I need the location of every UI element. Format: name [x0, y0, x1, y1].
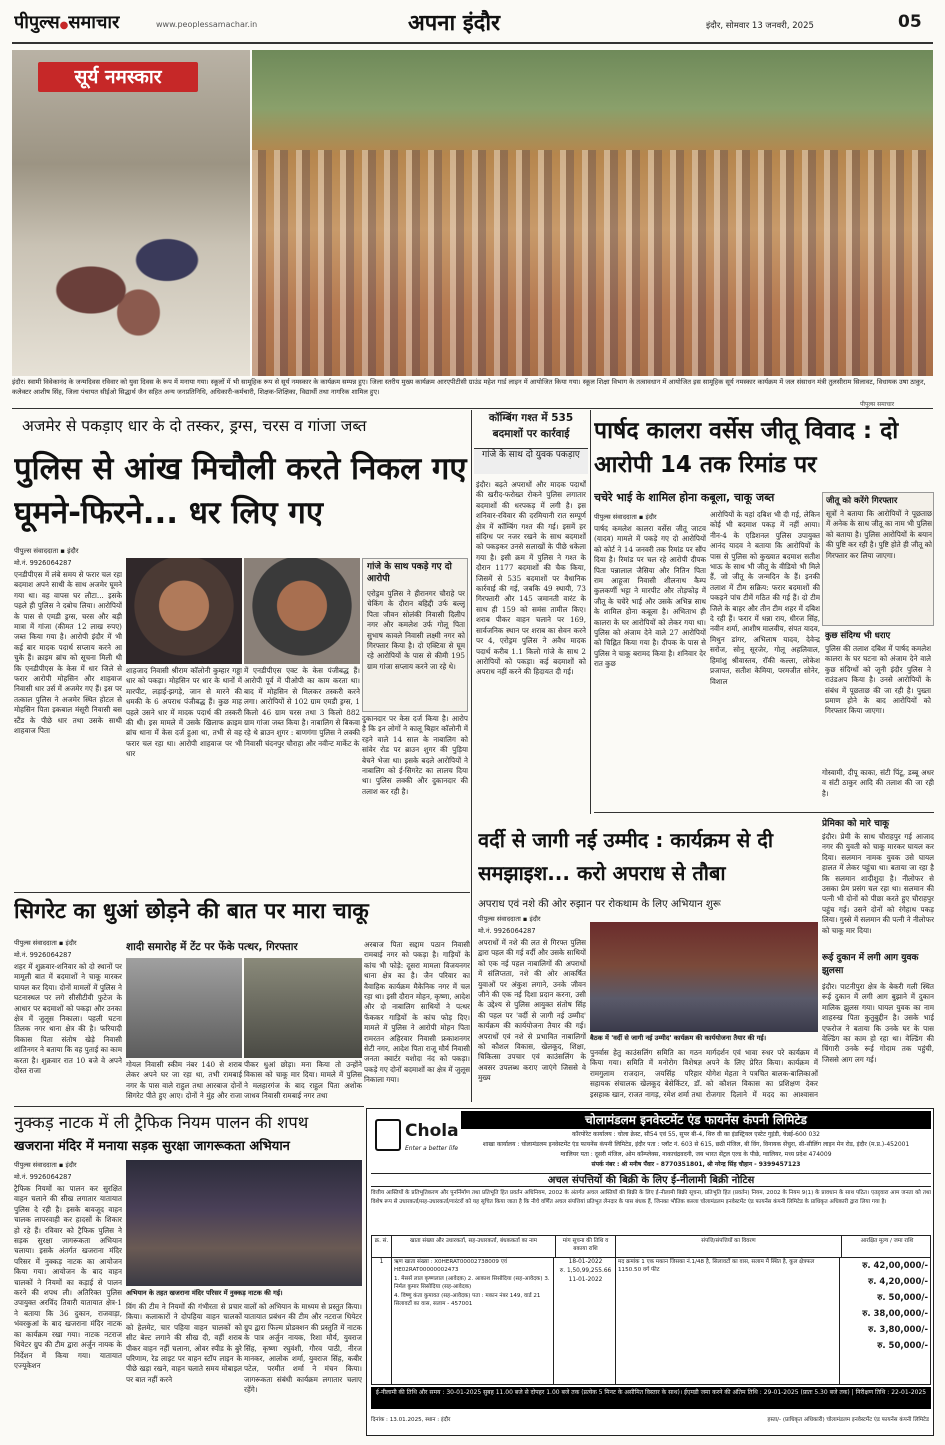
rule-vert-center	[471, 410, 472, 1102]
cigarette-col3: पीकर धुआं छोड़ा। मना किया तो उन्होंने विकास को चाकू मार दिया। मामले में पुलिस ने मलहारगंज के बाद राहुल पिता अशोक जाधव निवासी रामबाई नगर तथा	[244, 1060, 362, 1101]
logo-part1: पीपुल्स	[14, 12, 60, 33]
vardi-photo-caption: बैठक में 'वर्दी से जागी नई उम्मीद' कार्यक्रम की कार्ययोजना तैयार की गई।	[590, 1034, 767, 1042]
byline-city: इंदौर	[67, 547, 79, 555]
jeetu-title: जीतू को करेंगे गिरफ्तार	[826, 496, 898, 506]
chola-emblem-icon	[375, 1119, 401, 1151]
ganja-title: गांजे के साथ पकड़े गए दो आरोपी	[367, 562, 452, 584]
cigarette-col4: अरबाज पिता सद्दाम पठान निवासी रामबाई नगर को पकड़ा है। गाड़ियों के कांच भी फोड़े: दूसरा मामला विजयनगर थाना क्षेत्र का है। जैन परिवार का वैवाहिक कार्यक्रम मैकेनिक नगर में चल रहा था। इसी दौरान मोहन, कृष्णा, आदेश और दो नाबालिग साथियों ने पत्थर फेंककर गाड़ियों के कांच फोड़ दिए। मामले में पुलिस ने आरोपी मोहन पिता रामरतन अहिरवार निवासी फ्रकाशनगर सेटी नगर, आदेश पिता राजू मौर्य निवासी जनता क्वार्टर यशोदा नंद को पकड़ा। पकड़े गए दोनों बदमाशों का क्षेत्र में जुलूस निकाला गया।	[364, 940, 470, 1085]
dateline: इंदौर, सोमवार 13 जनवरी, 2025	[706, 21, 814, 31]
vardi-photo	[590, 922, 818, 1032]
rule-bottom-left	[14, 1106, 364, 1107]
cigarette-photo-2	[244, 958, 362, 1058]
th-date: मांग सूचना की तिथि व बकाया राशि	[556, 1236, 616, 1258]
byline-name: पीपुल्स संवाददाता	[594, 513, 637, 521]
chaku-title: प्रेमिका को मारे चाकू	[822, 819, 890, 829]
vardi-col2: पुनर्वास हेतु काउंसलिंग समिति का गठन किया गया। समिति में मनोरोग विशेषज्ञ रामगुलाम राजदान, जयसिंह परिहार सहायक संचालक खेलकूद बेसेकिंटर, डॉ. इसहाक खान, राजत नागड़, रमेश शर्मा तथा	[590, 1048, 702, 1099]
row-account: ऋण खाता संख्या : X0HERAT00002738009 एवं HE02RAT00000002473 1. मेसर्स लाल कृष्णलाल (आवेदक) 2. आकाश सिसोदिया (सह-आवेदक) 3. निर्मल कुमार सिसोदिया (सह-आवेदक) 4. विष्णु कंता कुमावत (सह-आवेदक) पता : मकान नंबर 149, वार्ड 21 सिलावटों का वास, सलाम - 457001	[394, 1258, 554, 1385]
ganja-text: एरोड्रम पुलिस ने हीरानगर चौराहे पर चेकिंग के दौरान बहिद्दी उर्फ बल्लू पिता जीवन सोलंकी निवासी दिलीप नगर और कमलेश उर्फ गोलू पिता सुभाष कावले निवासी लक्ष्मी नगर को गिरफ्तार किया है। दो एक्टिवा से घूम रहे आरोपियों के पास से कीमी 195 ग्राम गांजा सप्लाय करने जा रहे थे।	[367, 589, 465, 671]
photo-credit: पीपुल्स समाचार	[860, 401, 895, 408]
jeetu-text: सूत्रों ने बताया कि आरोपियों ने पूछताछ में अनेक के साथ जीतू का नाम भी पुलिस को बताया है। पुलिस आरोपियों के बयान की पुष्टि कर रही है। पुष्टि होते ही जीतू को गिरफ्तार कर लिया जाएगा।	[826, 509, 932, 560]
reserve-2: रु. 4,20,000/-	[868, 1277, 928, 1287]
students-crowd	[252, 150, 933, 376]
masthead	[0, 0, 945, 46]
rule-vert-right	[590, 410, 591, 814]
rule-mid-left	[14, 892, 470, 893]
police-col2: शाहजाद निवासी श्रीराम कॉलोनी कुम्हार गड्डा धार को पकड़ा। मोहसिन पर धार के थानों में मारपीट, लड़ाई-झगड़े, जान से मारने की धमकी के 6 अपराध पंजीबद्ध हैं। कुछ माह पहले उसने धार में मादक पदार्थ की तस्करी की थी। इस मामले में उसके खिलाफ क्राइम ब्रांच थाना में केस दर्ज हुआ था, तभी से वह फरार चल रहा था। आरोपी शाहवाज पर भी धार	[126, 666, 242, 759]
cigarette-headline: सिगरेट का धुआं छोड़ने की बात पर मारा चाकू	[14, 899, 369, 924]
chola-footer-bar	[371, 1387, 931, 1409]
paper-logo[interactable]	[14, 10, 154, 38]
nukkad-photo	[126, 1160, 362, 1286]
surya-label: सूर्य नमस्कार	[38, 62, 198, 92]
cigarette-byline: पीपुल्स संवाददाता ▪ इंदौर	[14, 939, 77, 947]
logo-dot-icon: ●	[59, 20, 69, 31]
byline-name: पीपुल्स संवाददाता	[14, 939, 57, 947]
cigarette-col1: शहर में शुक्रवार-शनिवार को दो स्थानों पर मामूली बात में बदमाशों ने चाकू मारकर घायल कर दिया। दोनों मामलों में पुलिस ने घटनास्थल पर लगे सीसीटीवी फुटेज के आधार पर बदमाशों को पकड़ा और उनका क्षेत्र में जुलूस निकाला। पहली घटना तिलक नगर थाना क्षेत्र की है। फरियादी विकास पिता संतोष खेड़े निवासी शांतिनगर ने बताया कि वह पुताई का काम करता है। शुक्रवार रात 10 बजे वे अपने दोस्त राजा	[14, 962, 122, 1076]
police-kicker: अजमेर से पकड़ाए धार के दो तस्कर, ड्रग्स, चरस व गांजा जब्त	[22, 417, 367, 435]
cigarette-mobile: मो.नं. 9926064287	[14, 951, 72, 959]
th-no: क्र. सं.	[372, 1236, 392, 1258]
sandigdh-box	[822, 628, 934, 764]
row-date: 18-01-2022 रु. 1,50,99,255.66 11-01-2022	[556, 1258, 616, 1385]
chola-brand: Chola	[405, 1121, 459, 1141]
vardi-col3: मार्गदर्शन एवं भावा रुधर परे कार्यक्रम में अपने के लिए प्रेरित किया। कार्यक्रम में योगेश मेहता ने पत्रचित बालक-बालिकाओं को कौशल विकास का प्रशिक्षण देकर रोजगार दिलाने में मदद का आश्वासन	[706, 1048, 818, 1099]
reserve-3: रु. 50,000/-	[877, 1293, 928, 1303]
chaku-text: इंदौर। प्रेमी के साथ चौराहपुर गई आजाद नगर की युवती को चाकू मारकर घायल कर दिया। सलमान नामक युवक उसे घायल हालत में लेकर पहुंचा था। बताया जा रहा है कि सलमान शादीशुदा है। नीलोफर से उसका प्रेम प्रसंग चल रहा था। सलमान की पत्नी भी दोनों को पीछा करते हुए चौराहपुर पहुंच गई। उसने दोनों को रंगेहाथ पकड़ लिया। गुस्से में सलमान की पत्नी ने नीलोफर को चाकू मार दिया।	[822, 832, 934, 935]
byline-city: इंदौर	[65, 1161, 77, 1169]
chola-place: दिनांक : 13.01.2025, स्थान : इंदौर	[371, 1417, 451, 1423]
site-url[interactable]: www.peoplessamachar.in	[156, 20, 258, 29]
reserve-5: रु. 3,80,000/-	[868, 1325, 928, 1335]
chola-gwalior: ग्वालियर पता : दूसरी मंजिल, ओम कॉम्प्लेक्स, नाकाचंद्रवदनी, जय भारत सेंट्रल एल्ड के पीछे, ग्वालियर, मध्य प्रदेश 474009	[560, 1151, 832, 1158]
row-no: 1	[372, 1258, 392, 1385]
people-silhouettes	[34, 200, 224, 350]
parshad-col1: पार्षद कमलेश कालरा वर्सेस जीतू जाटव (यादव) मामले में पकड़े गए दो आरोपियों को कोर्ट ने 14 जनवरी तक रिमांड पर सौंप दिया है। रिमांड पर चल रहे आरोपी दीपक पिता पन्नालाल जैसिया और नितिन पिता राम आहूजा निवासी शीलनाथ कैम्प कुलकर्णी भट्टा ने मारपीट और तोड़फोड़ में जीतू के चचेरे भाई और उसके अभिन्न साथ के शामिल होना कबूला है। अभिताभ ही कालरा के घर आरोपियों को लेकर गया था। पुलिस को अंजाम देने वाले 27 आरोपियों को चिह्नित किया गया है। दीपक के पास से पुलिस ने चाकू बरामद किया है। शनिवार देर रात कुछ	[594, 524, 706, 669]
cigarette-sub: शादी समारोह में टेंट पर फेंके पत्थर, गिरफ्तार	[126, 941, 298, 953]
vardi-sub: अपराध एवं नशे की ओर रुझान पर रोकथाम के लिए अभियान शुरू	[478, 899, 721, 910]
ganja-box	[362, 558, 468, 712]
nukkad-col2: विंग की टीम ने नियमों की गंभीरता से प्रचार किया। कलाकारों ने दोपहिया वाहन चालकों को हेलमेट, चार पहिया वाहन चालकों को सीट बेल्ट लगाने की सीख दी, वहीं शराब पीकर वाहन नहीं चलाना, ओवर स्पीड के बुरे परिणाम, रेड लाइट पर वाहन स्टॉप लाइन के पीछे खड़ा रखने, वाहन चलाते समय मोबाइल पर बात नहीं करने	[126, 1302, 242, 1384]
parshad-byline: पीपुल्स संवाददाता ▪ इंदौर	[594, 513, 657, 521]
nukkad-photo-caption: अभियान के तहत खजराना मंदिर परिसर में नुक्कड़ नाटक की गई।	[126, 1289, 283, 1297]
rule-mid-right	[594, 812, 934, 813]
cigarette-col2: गोयल निवासी स्कीम नंबर 140 से शराब लेकर अपने घर जा रहा था, तभी रामबाई नगर के पास वाले राहुल तथा आरबाज दोनों सिगरेट पीते हुए आए। दोनों ने मुंह और राजा	[126, 1060, 242, 1101]
row-property: मद क्रमांक 1 एक मकान जिसका नं.1/48 है, सिलावटों का वास, सलाम में स्थित है, कुल क्षेत्रफल 1150.50 वर्ग फीट	[618, 1258, 840, 1385]
parshad-sub: चचेरे भाई के शामिल होना कबूला, चाकू जब्त	[594, 491, 775, 504]
nukkad-headline: नुक्कड़ नाटक में ली ट्रैफिक नियम पालन की शपथ	[14, 1113, 309, 1132]
chola-table	[371, 1235, 931, 1385]
masthead-divider	[12, 42, 933, 44]
reserve-4: रु. 38,00,000/-	[862, 1309, 928, 1319]
police-col4: दुकानदार पर केस दर्ज किया है। आरोप है कि इन लोगों ने कालू बिहार कॉलोनी में रहने वाले 14 साल के नाबालिग को सांवेर रोड पर ब्राउन शुगर की पुड़िया बेचने भेजा था। इसके बदले आरोपियों ने नाबालिग को ई-सिगरेट का लालच दिया था। पुलिस लक्की और दुकानदार की तलाश कर रही है।	[362, 714, 468, 796]
byline-city: इंदौर	[65, 939, 77, 947]
police-col1: एनडीपीएस में लंबे समय से फरार चल रहा बदमाश अपने साथी के साथ अजमेर घूमने गया था। वह वापस घर लौटा... इसके पहले ही पुलिस ने दबोच लिया। आरोपियों के पास से एमडी ड्रग्स, चरस और बड़ी मात्रा में गांजा (कीमत 12 लाख रुपए) जब्त किया गया है। आरोपी इंदौर में भी कई बार मादक पदार्थ सप्लाय करने आ चुके हैं। क्राइम ब्रांच को सूचना मिली थी कि एनडीपीएस के केस में धार जिले से फरार आरोपी मोहसिन और शाहवाज निवासी धार उर्स में अजमेर गए हैं। इस पर तत्काल पुलिस ने अजमेर स्थित होटल से मोहसिन पिता इकबाल मंसूरी निवासी बस स्टैंड के पीछे धार तथा उसके साथी शाहवाज पिता	[14, 570, 122, 736]
vardi-byline: पीपुल्स संवाददाता ▪ इंदौर	[478, 915, 541, 923]
rule-top-band	[12, 408, 933, 409]
police-col3: में एनडीपीएस एक्ट के केस पंजीबद्ध हैं। आरोपी पूर्व में पीओपी का काम करता था। बाद में मोहसिन से मिलकर तस्करी करने लगा। आरोपियों से 102 ग्राम एमडी ड्रग्स, 1 किलो 46 ग्राम चरस तथा 3 किलो 882 ग्राम गांजा जब्त किया है। नाबालिग से बिकवा रहे थे ब्राउन शुगर : बाणगंगा पुलिस ने लक्की निवासी चंदनपुर चौराहा और नवीन्ट मार्केट के	[244, 666, 360, 748]
vardi-headline: वर्दी से जागी नई उम्मीद : कार्यक्रम से दी समझाइश... करो अपराध से तौबा	[478, 828, 774, 885]
chola-logo[interactable]	[373, 1113, 459, 1165]
accused-photo-1	[126, 558, 242, 664]
accused-photo-2	[244, 558, 360, 664]
parshad-headline: पार्षद कालरा वर्सेस जीतू विवाद : दो आरोपी 14 तक रिमांड पर	[594, 418, 899, 478]
vardi-mobile: मो.नं. 9926064287	[478, 927, 536, 935]
table-row	[372, 1258, 931, 1385]
byline-city: इंदौर	[529, 915, 541, 923]
surya-photo-left	[12, 50, 250, 376]
police-headline: पुलिस से आंख मिचौली करते निकल गए घूमने-फिरने... धर लिए गए	[14, 451, 467, 531]
th-property: संपत्ति/संपत्तियों का विवरण	[616, 1236, 842, 1258]
chola-reg: कॉरपोरेट कार्यालय : चोला क्रेस्ट, सी54 एवं 55, सुपर बी-4, थिरु वी का इंडस्ट्रियल एस्टेट गुइंडी, चेन्नई-600 032	[572, 1131, 820, 1138]
chola-company-bar	[461, 1111, 931, 1129]
nukkad-col1: ट्रैफिक नियमों का पालन कर सुरक्षित वाहन चलाने की सीख लगातार यातायात पुलिस दे रही है। इसके बावजूद वाहन चालक लापरवाही कर हादसों के शिकार हो रहे हैं। रविवार को ट्रैफिक पुलिस ने सड़क सुरक्षा जागरूकता अभियान चलाया। इसके अंतर्गत खजराना मंदिर परिसर में नुक्कड़ नाटक का आयोजन किया गया। आयोजन के बाद वाहन चालकों ने नियमों का कड़ाई से पालन करने की शपथ ली। अतिरिक्त पुलिस उपायुक्त अरविंद तिवारी यातायात क्षेत्र-1 ने बताया कि 36 दुकान, राजवाड़ा, भंवरकुआं के बाद खजराना मंदिर नाटक का कार्यक्रम रखा गया। नाटक नटराज थियेटर ग्रुप की टीम द्वारा अर्जुन नायक के निर्देशन में किया गया। यातायात एज्यूकेशन	[14, 1184, 122, 1370]
aag-text: इंदौर। पाटनीपुरा क्षेत्र के बेकरी गली स्थित रूई दुकान में लगी आग बुझाने में दुकान मालिक झुलस गया। घायल युवक का नाम शाहरुख पिता कुतुबुद्दीन है। उसके भाई एफरोज ने बताया कि उनके घर के पास वेल्डिंग का काम हो रहा था। वेल्डिंग की चिंगारी उनके रूई गोदाम तक पहुंची, जिससे आग लग गई।	[822, 982, 934, 1064]
nukkad-mobile: मो.नं. 9926064287	[14, 1173, 72, 1181]
sandigdh-title: कुछ संदिग्ध भी धराए	[825, 631, 891, 641]
cigarette-photo-1	[126, 958, 242, 1058]
logo-part2: समाचार	[68, 12, 120, 33]
police-mobile: मो.नं. 9926064287	[14, 559, 72, 567]
byline-city: इंदौर	[645, 513, 657, 521]
aag-title: रूई दुकान में लगी आग युवक झुलसा	[822, 953, 919, 976]
parshad-tail: गोस्वामी, दीपू काका, संटी पिंटू, डब्बू अधर व संटी ठाकुर आदि की तलाश की जा रही है।	[822, 768, 934, 798]
byline-name: पीपुल्स संवाददाता	[14, 547, 59, 555]
chola-footer: ई-नीलामी की तिथि और समय : 30-01-2025 सुबह 11.00 बजे से दोपहर 1.00 बजे तक (प्रत्येक 5 मिनट के असीमित विस्तार के साथ)। ईएमडी जमा करने की अंतिम तिथि : 29-01-2025 (प्रातः 5.30 बजे तक) | निरीक्षण तिथि : 22-01-2025	[375, 1389, 927, 1396]
th-reserve: आरक्षित मूल्य / जमा राशि	[842, 1236, 931, 1258]
row-reserve	[842, 1258, 931, 1385]
combing-sub: गांजे के साथ दो युवक पकड़ाए	[474, 448, 588, 474]
chola-company: चोलामंडलम इनवेस्टमेंट एंड फायनेंस कंपनी लिमिटेड	[585, 1113, 807, 1127]
chaku-box	[822, 816, 934, 1106]
jeetu-box	[822, 492, 934, 626]
chola-notice-title: अचल संपत्तियों की बिक्री के लिए ई-नीलामी बिक्री नोटिस	[371, 1173, 931, 1187]
th-account: खाता संख्या और उधारकर्ता, सह-उधारकर्ता, बंधककर्ता का नाम	[392, 1236, 556, 1258]
reserve-6: रु. 50,000/-	[877, 1341, 928, 1351]
nukkad-sub: खजराना मंदिर में मनाया सड़क सुरक्षा जागरूकता अभियान	[14, 1139, 290, 1154]
combing-text: इंदौर। बढ़ते अपराधों और मादक पदार्थों की खरीद-फरोख्त रोकने पुलिस लगातार बदमाशों की धरपकड़ में लगी है। इस शनिवार-रविवार की दरमियानी रात सम्पूर्ण क्षेत्र में कॉम्बिंग गश्त की गई। इसमें हर संदिग्ध पर नजर रखने के साथ बदमाशों को पकड़कर उनसे सलाखों के पीछे धकेला गया है। इसी क्रम में पुलिस ने गश्त के दौरान 1177 बदमाशों की चैक किया, जिसमें से 535 बदमाशों पर वैधानिक कार्रवाई की गई, जबकि 49 स्थायी, 73 गिरफ्तारी और 145 जमानती वारंट के साथ ही 159 को समंस तामील किए। शराब पीकर वाहन चलाने पर 169, सार्वजनिक स्थान पर शराब का सेवन करने पर 4, एरोड्रम पुलिस ने अवैध मादक पदार्थ करीब 1.1 किलो गांजे के साथ 2 आरोपियों को पकड़ा। कई बदमाशों को अपराध नहीं करने की हिदायत दी गई।	[476, 480, 586, 677]
page-number: 05	[898, 12, 922, 32]
parshad-col2: आरोपियों के यहां दबिश भी दी गई, लेकिन कोई भी बदमाश पकड़ में नहीं आया। नीन-4 के एडिशनल पुलिस उपायुक्त आनंद यादव ने बताया कि आरोपियों के पास से पुलिस को कुख्यात बदमाश सतीश भाऊ के साथ भी जीतू के वीडियो भी मिले हैं, जो जीतू के जन्मदिन के हैं। इनकी तलाश में टीम सक्रिय: फरार बदमाशों की पकड़ने पांच टीमें गठित की गई हैं। दो टीम जिले के बाहर और तीन टीम शहर में दबिश दे रही हैं। फरार में धन्ना राय, धीरज सिंह, नवीन शर्मा, आशीष मालवीय, संपत यादव, मिथुन डांगर, अभिलाष यादव, देवेन्द्र सरोज, सोनू सूरजेर, गोलू अहलिवाल, हिमांशु श्रीवास्तव, रॉकी कल्ला, लोकेश प्रजापत, सतीश केमिया, परमजीत सोनेर, विशाल	[710, 510, 820, 686]
chola-tagline: Enter a better life	[405, 1145, 459, 1152]
nukkad-byline: पीपुल्स संवाददाता ▪ इंदौर	[14, 1161, 77, 1169]
chola-contact: संपर्क नंबर : श्री मनीष पँवार - 8770351801, श्री नरेन्द्र सिंह चौहान - 9399457123	[591, 1161, 801, 1168]
nukkad-col3: वालों को अभियान के माध्यम से प्रस्तुत किया। यातायात प्रबंधन की टीम और नटराज थियेटर ग्रुप द्वारा फिल्म प्रोडक्शन की प्रस्तुति में नाटक के पात्र अर्जुन नायक, रिशा मौर्य, युवराज सिंह, कृष्णा रघुवंशी, गौरव पाठी, नीरज मानकर, आलोक शर्मा, युवराज सिंह, कबीर पटेल, परमीत शर्मा ने मंचन किया। जागरूकता संबंधी कार्यक्रम लगातार चलाए रहेंगे।	[244, 1302, 362, 1395]
byline-name: पीपुल्स संवाददाता	[478, 915, 521, 923]
reserve-1: रु. 42,00,000/-	[862, 1261, 928, 1271]
police-byline: पीपुल्स संवाददाता ▪ इंदौर	[14, 547, 79, 555]
sandigdh-text: पुलिस की तलाश दबिश में पार्षद कमलेश कालरा के घर घटना को अंजाम देने वाले कुछ संदिग्धों को जूनी इंदौर पुलिस ने राउंडअप किया है। उनसे आरोपियों के संबंध में पूछताछ की जा रही है। पुख्ता प्रमाण होने के बाद आरोपियों को गिरफ्तार किया जाएगा।	[825, 644, 931, 716]
surya-photo-right	[252, 50, 933, 376]
surya-caption: इंदौर। स्वामी विवेकानंद के जन्मदिवस रविवार को युवा दिवस के रूप में मनाया गया। स्कूलों में भी सामूहिक रूप से सूर्य नमस्कार के कार्यक्रम सम्पन्न हुए। जिला स्तरीय मुख्य कार्यक्रम आरएपीटीसी ग्राउंड महेश गार्ड लाइन में आयोजित किया गया। स्कूल शिक्षा विभाग के तत्वावधान में आयोजित इस सामूहिक सूर्य नमस्कार कार्यक्रम में जल संसाधन मंत्री तुलसीराम सिलावट, विधायक उषा ठाकुर, कलेक्टर आशीष सिंह, जिला पंचायत सीईओ सिद्धार्थ जैन सहित अन्य जनप्रतिनिधि, अधिकारी-कर्मचारी, शिक्षक-शिक्षिका, विद्यार्थी तथा नागरिक शामिल हुए।	[12, 378, 926, 396]
combing-headline: कॉम्बिंग गश्त में 535 बदमाशों पर कार्रवाई	[488, 412, 574, 440]
vardi-col1: अपराधों में नशे की लत से गिरफ्त पुलिस द्वारा पहल की गई वर्दी और उसके साथियों को एक नई पहल नाबालिगों की अपराधों में संलिप्तता, नशे की ओर आकर्षित युवाओं पर अंकुश लगाने, उनके जीवन जीने की एक नई दिशा प्रदान करना, उसी के उद्देश्य से पुलिस आयुक्त संतोष सिंह की पहल पर 'वर्दी से जागी नई उम्मीद' कार्यक्रम की कार्ययोजना तैयार की गई। अपराधों एवं नशे से प्रभावित नाबालिगों को कौशल विकास, खेलकूद, शिक्षा, चिकित्सा उपचार एवं काउंसलिंग के अवसर उपलब्ध कराए जाएंगे जिससे वे मुख्य	[478, 938, 586, 1083]
chola-ad	[366, 1108, 934, 1436]
chola-branch: शाखा कार्यालय : चोलामंडलम इनवेस्टमेंट एंड फायनेंस कंपनी लिमिटेड, इंदौर पता : प्लॉट नं. 603 से 615, छठी मंजिल, बी विंग, विनायक सेंचुरा, सी-सीलिंग लाइन मेन रोड, इंदौर (म.प्र.)-452001	[482, 1141, 910, 1148]
section-title: अपना इंदौर	[408, 11, 501, 36]
chola-signature: हस्ता/- (प्राधिकृत अधिकारी) चोलामंडलम इनवेस्टमेंट एंड फायनेंस कंपनी लिमिटेड	[767, 1417, 929, 1423]
byline-name: पीपुल्स संवाददाता	[14, 1161, 57, 1169]
chola-notice-body: वित्तीय आस्तियों के प्रतिभूतिकरण और पुनर्निर्माण तथा प्रतिभूति हित प्रवर्तन अधिनियम, 2002 के अंतर्गत अचल आस्तियों की बिक्री के लिए ई-नीलामी बिक्री सूचना, प्रतिभूति हित (प्रवर्तन) नियम, 2002 के नियम 9(1) के प्रावधान के साथ पठित। एतद्द्वारा आम जनता को तथा विशेष रूप से उधारकर्ता/सह-उधारकर्ता/गारंटरों को यह सूचित किया जाता है कि नीचे वर्णित अचल संपत्तियां प्रतिभूत लेनदार के पास बंधक हैं, जिनका भौतिक कब्जा चोलामंडलम इनवेस्टमेंट एंड फायनेंस कंपनी लिमिटेड के प्राधिकृत अधिकारी द्वारा लिया गया है।	[371, 1190, 931, 1205]
